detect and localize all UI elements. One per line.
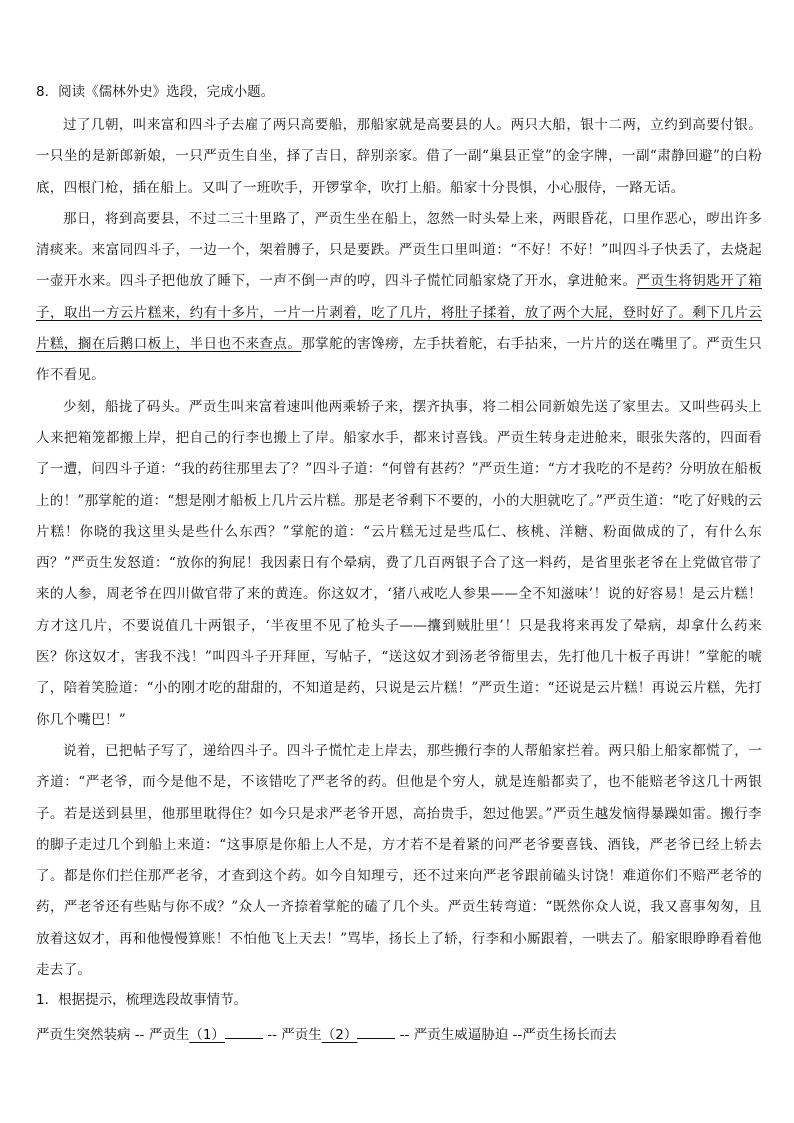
blank-2-number: （2）	[321, 1027, 358, 1044]
passage-paragraph-3: 少刻，船拢了码头。严贡生叫来富着速叫他两乘轿子来，摆齐执事，将二相公同新娘先送了家里去。又叫些码头上人来把箱笼都搬上岸，把自己的行李也搬上了岸。船家水手，都来讨喜钱。严贡生转身走进舱来，眼张失落的，四面看了一遭，问四斗子道：“我的药往那里去了？”四斗子道：“何曾有甚药？”严贡生道：“方才我吃的不是药？分明放在船板上的！”那掌舵的道：“想是刚才船板上几片云片糕。那是老爷剩下不要的，小的大胆就吃了。”严贡生道：“吃了好贱的云片糕！你晓的我这里头是些什么东西？”掌舵的道：“云片糕无过是些瓜仁、核桃、洋糖、粉面做成的了，有什么东西？”严贡生发怒道：“放你的狗屁！我因素日有个晕病，费了几百两银子合了这一料药，是省里张老爷在上党做官带了来的人参，周老爷在四川做官带了来的黄连。你这奴才，‘猪八戒吃人参果——全不知滋味’！说的好容易！是云片糕！方才这几片，不要说值几十两银子，‘半夜里不见了枪头子——攮到贼肚里’！只是我将来再发了晕病，却拿什么药来医？你这奴才，害我不浅！”叫四斗子开拜匣，写帖子，“送这奴才到汤老爷衙里去，先打他几十板子再讲！”掌舵的唬了，陪着笑脸道：“小的刚才吃的甜甜的，不知道是药，只说是云片糕！”严贡生道：“还说是云片糕！再说云片糕，先打你几个嘴巴！”	[36, 398, 763, 728]
plot-step-4: 严贡生威逼胁迫	[413, 1027, 509, 1044]
answer-blank-1[interactable]	[225, 1022, 263, 1039]
flow-arrow: --	[134, 1027, 145, 1044]
plot-step-1: 严贡生突然装病	[36, 1027, 131, 1044]
plot-step-5: --严贡生扬长而去	[512, 1027, 617, 1044]
answer-blank-2[interactable]	[357, 1022, 395, 1039]
plot-step-3-prefix: 严贡生	[281, 1027, 322, 1044]
plot-step-2-prefix: 严贡生	[148, 1027, 190, 1044]
passage-paragraph-2	[36, 204, 762, 392]
blank-1-number: （1）	[189, 1027, 225, 1044]
subquestion-title: 1．根据提示，梳理选段故事情节。	[36, 992, 248, 1009]
question-heading: 8．阅读《儒林外史》选段，完成小题。	[36, 84, 275, 100]
underlined-sentence: 严贡生将钥匙开了箱子，取出一方云片糕来，约有十多片，一片一片剥着，吃了几片，将肚子揉着，放了两个大屁，登时好了。剩下几片云片糕，搁在后鹅口板上，半日也不来查点。	[36, 273, 763, 353]
flow-arrow: --	[399, 1027, 410, 1044]
document-page	[36, 82, 762, 1047]
passage-paragraph-1: 过了几朝，叫来富和四斗子去雇了两只高要船，那船家就是高要县的人。两只大船，银十二两，立约到高要付银。一只坐的是新郎新娘，一只严贡生自坐，择了吉日，辞别亲家。借了一副“巢县正堂”的金字牌，一副“肃静回避”的白粉底，四根门枪，插在船上。又叫了一班吹手，开锣掌伞，吹打上船。船家十分畏惧，小心服侍，一路无话。	[36, 117, 762, 196]
passage-paragraph-2-text-a: 那日，将到高要县，不过二三十里路了，严贡生坐在船上，忽然一时头晕上来，两眼昏花，口里作恶心，哕出许多清痰来。来富同四斗子，一边一个，架着膊子，只是要跌。严贡生口里叫道：“不好！不好！”叫四斗子快丢了，去烧起一壶开水来。四斗子把他放了睡下，一声不倒一声的哼，四斗子慌忙同船家烧了开水，拿进舱来。	[36, 210, 762, 290]
passage-paragraph-4: 说着，已把帖子写了，递给四斗子。四斗子慌忙走上岸去，那些搬行李的人帮船家拦着。两只船上船家都慌了，一齐道：“严老爷，而今是他不是，不该错吃了严老爷的药。但他是个穷人，就是连船都卖了，也不能赔老爷这几十两银子。若是送到县里，他那里耽得住？如今只是求严老爷开恩，高抬贵手，恕过他罢。”严贡生越发恼得暴躁如雷。搬行李的脚子走过几个到船上来道：“这事原是你船上人不是，方才若不是着紧的问严老爷要喜钱、酒钱，严老爷已经上轿去了。都是你们拦住那严老爷，才查到这个药。如今自知理亏，还不过来向严老爷跟前磕头讨饶！难道你们不赔严老爷的药，严老爷还有些贴与你不成？”众人一齐捺着掌舵的磕了几个头。严贡生转弯道：“既然你众人说，我又喜事匆匆，且放着这奴才，再和他慢慢算账！不怕他飞上天去！”骂毕，扬长上了轿，行李和小厮跟着，一哄去了。船家眼睁睁看着他走去了。	[36, 742, 762, 979]
plot-flow-line	[36, 1022, 762, 1047]
flow-arrow: --	[267, 1027, 277, 1044]
passage-paragraph-2-text-c: 那掌舵的害馋痨，左手扶着舵，右手拈来，一片片的送在嘴里了。严贡生只作不看见。	[36, 336, 762, 384]
